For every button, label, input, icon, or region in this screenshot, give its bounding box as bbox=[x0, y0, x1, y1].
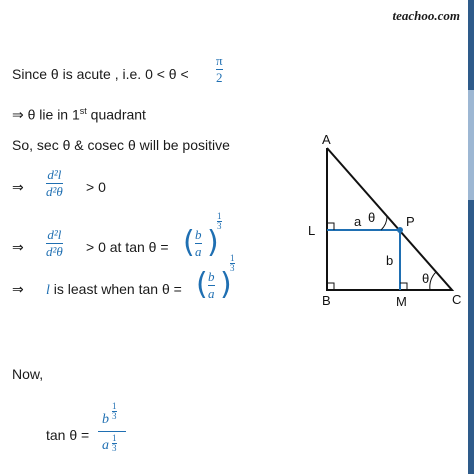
label-L: L bbox=[308, 223, 316, 238]
l-var: l bbox=[46, 283, 50, 298]
compare-1: > 0 bbox=[86, 179, 106, 195]
quadrant-sup: st bbox=[79, 106, 87, 116]
b-over-a-2 bbox=[208, 270, 215, 301]
right-angle-M bbox=[400, 283, 407, 290]
label-a: a bbox=[354, 214, 362, 229]
d2l-fraction-1 bbox=[46, 168, 63, 199]
pi-num: π bbox=[216, 53, 223, 68]
tan-num-exp bbox=[112, 402, 117, 421]
open-paren: ( bbox=[196, 267, 208, 302]
angle-arc-C bbox=[430, 272, 436, 290]
compare-2: > 0 at tan θ = bbox=[86, 239, 169, 255]
frac-b: b bbox=[208, 269, 215, 284]
pi-over-2 bbox=[216, 54, 223, 85]
b-over-a-1 bbox=[195, 228, 202, 259]
frac-a: a bbox=[195, 244, 202, 259]
pi-den: 2 bbox=[216, 70, 223, 85]
line-least bbox=[46, 282, 182, 298]
arrow-3: ⇒ bbox=[12, 281, 24, 297]
label-P: P bbox=[406, 214, 415, 229]
least-text: is least when tan θ = bbox=[49, 281, 182, 297]
d2l-den: d²θ bbox=[46, 184, 63, 199]
line-acute: Since θ is acute , i.e. 0 < θ < bbox=[12, 66, 189, 82]
d2l-num: d²l bbox=[47, 227, 62, 242]
d2l-num: d²l bbox=[47, 167, 62, 182]
d2l-den: d²θ bbox=[46, 244, 63, 259]
label-A: A bbox=[322, 132, 331, 147]
close-paren: ) bbox=[207, 225, 219, 260]
label-b: b bbox=[386, 253, 394, 268]
exp-num: 1 bbox=[112, 433, 117, 443]
d2l-fraction-2 bbox=[46, 228, 63, 259]
tan-frac-bar bbox=[98, 431, 126, 432]
exponent-1-3-a bbox=[217, 212, 222, 231]
exp-den: 3 bbox=[217, 221, 222, 231]
exp-den: 3 bbox=[112, 411, 117, 421]
angle-arc-P bbox=[381, 216, 387, 230]
triangle-outline bbox=[327, 148, 452, 290]
exp-num: 1 bbox=[217, 211, 222, 221]
tan-den-exp bbox=[112, 434, 117, 453]
frac-a: a bbox=[208, 286, 215, 301]
label-theta-P: θ bbox=[368, 210, 376, 225]
right-angle-L bbox=[327, 223, 334, 230]
label-C: C bbox=[452, 292, 462, 307]
tan-label: tan θ = bbox=[46, 427, 90, 443]
exp-num: 1 bbox=[112, 401, 117, 411]
exp-den: 3 bbox=[112, 443, 117, 453]
exponent-1-3-b bbox=[230, 254, 235, 273]
right-angle-B bbox=[327, 283, 334, 290]
label-theta-C: θ bbox=[422, 271, 430, 286]
now-label: Now, bbox=[12, 366, 44, 382]
line-quadrant bbox=[12, 107, 146, 122]
triangle-diagram bbox=[300, 130, 470, 310]
point-P bbox=[397, 227, 403, 233]
tan-den-a: a bbox=[102, 438, 109, 453]
tan-num-b: b bbox=[102, 412, 109, 427]
line-positive: So, sec θ & cosec θ will be positive bbox=[12, 137, 230, 153]
exp-den: 3 bbox=[230, 263, 235, 273]
teachoo-logo: teachoo.com bbox=[392, 8, 460, 23]
label-B: B bbox=[322, 293, 331, 308]
quadrant-pre: ⇒ θ lie in 1 bbox=[12, 106, 80, 123]
arrow-1: ⇒ bbox=[12, 179, 24, 195]
open-paren: ( bbox=[183, 225, 195, 260]
label-M: M bbox=[396, 294, 407, 309]
arrow-2: ⇒ bbox=[12, 239, 24, 255]
quadrant-post: quadrant bbox=[86, 106, 146, 123]
exp-num: 1 bbox=[230, 253, 235, 263]
frac-b: b bbox=[195, 227, 202, 242]
close-paren: ) bbox=[220, 267, 232, 302]
